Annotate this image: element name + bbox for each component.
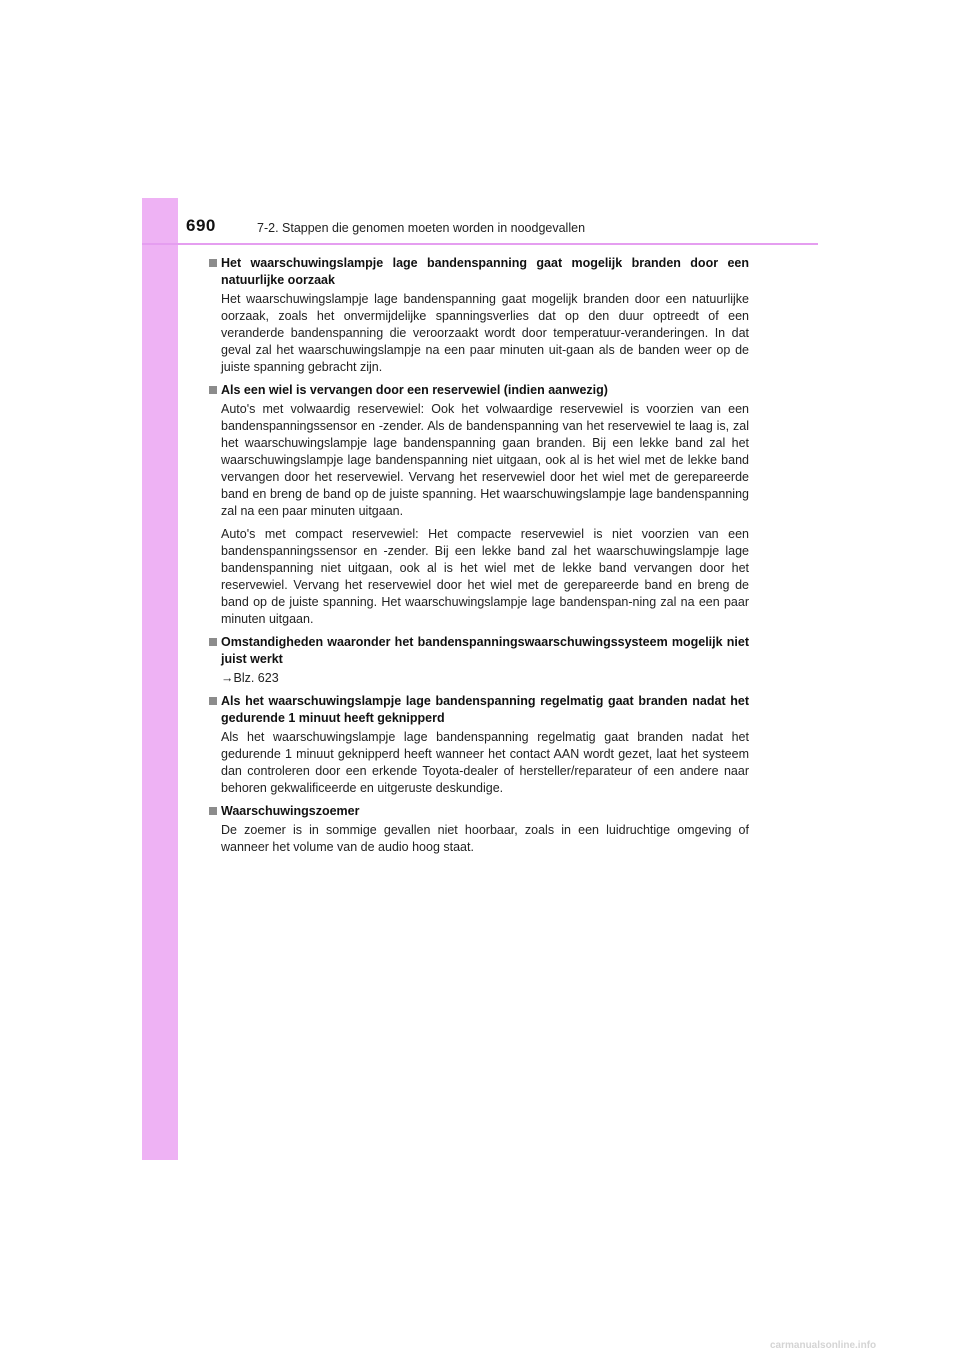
section-heading: [209, 803, 749, 820]
section-paragraph: Auto's met compact reservewiel: Het compacte reservewiel is niet voorzien van een bandenspanningssensor en -zender. Bij een lekke band zal het waarschuwingslampje lage bandenspanning niet uitgaan, ook al is het wiel met de lekke band vervangen door het reservewiel. Vervang het reservewiel door het wiel met de gerepareerde band en breng de band op de juiste spanning. Het waarschuwingslampje lage bandenspan-ning zal na een paar minuten uitgaan.: [221, 527, 749, 626]
section-regular-lighting: [209, 693, 749, 797]
section-spare-wheel: [209, 382, 749, 628]
page-content: [209, 255, 749, 862]
page-reference-link[interactable]: →Blz. 623: [221, 671, 279, 685]
section-heading-text: Omstandigheden waaronder het bandenspanningswaarschuwingssysteem mogelijk niet juist werkt: [221, 635, 749, 666]
square-bullet-icon: [209, 697, 217, 705]
section-conditions: [209, 634, 749, 687]
section-heading-text: Als een wiel is vervangen door een reservewiel (indien aanwezig): [221, 383, 608, 397]
page-number: 690: [186, 216, 216, 235]
section-header: 7-2. Stappen die genomen moeten worden in noodgevallen: [257, 221, 586, 235]
square-bullet-icon: [209, 807, 217, 815]
square-bullet-icon: [209, 638, 217, 646]
header-rule: [142, 243, 818, 245]
section-heading-text: Als het waarschuwingslampje lage bandenspanning regelmatig gaat branden nadat het gedurende 1 minuut heeft geknipperd: [221, 694, 749, 725]
square-bullet-icon: [209, 386, 217, 394]
section-heading-text: Het waarschuwingslampje lage bandenspanning gaat mogelijk branden door een natuurlijke oorzaak: [221, 256, 749, 287]
footer-watermark: carmanualsonline.info: [770, 1340, 877, 1351]
section-heading: [209, 382, 749, 399]
section-paragraph: De zoemer is in sommige gevallen niet hoorbaar, zoals in een luidruchtige omgeving of wanneer het volume van de audio hoog staat.: [221, 823, 749, 854]
section-paragraph: Het waarschuwingslampje lage bandenspanning gaat mogelijk branden door een natuurlijke oorzaak, zoals het onvermijdelijke spanningsverlies dat op den duur optreedt of een veranderde bandenspanning die veroorzaakt wordt door temperatuur-veranderingen. In dat geval zal het waarschuwingslampje na een paar minuten uit-gaan als de banden weer op de juiste spanning gebracht zijn.: [221, 292, 749, 374]
section-heading: [209, 634, 749, 668]
section-heading: [209, 255, 749, 289]
section-heading: [209, 693, 749, 727]
section-natural-cause: [209, 255, 749, 376]
chapter-side-tab: [142, 198, 178, 1160]
section-heading-text: Waarschuwingszoemer: [221, 804, 360, 818]
section-paragraph: Als het waarschuwingslampje lage bandenspanning regelmatig gaat branden nadat het gedurende 1 minuut geknipperd heeft wanneer het contact AAN wordt gezet, laat het systeem dan controleren door een erkende Toyota-dealer of hersteller/reparateur of een andere naar behoren gekwalificeerde en uitgeruste deskundige.: [221, 730, 749, 795]
section-buzzer: [209, 803, 749, 856]
square-bullet-icon: [209, 259, 217, 267]
section-paragraph: Auto's met volwaardig reservewiel: Ook het volwaardige reservewiel is voorzien van een bandenspanningssensor en -zender. Als de bandenspanning van het reservewiel te laag is, zal het waarschuwingslampje lage bandenspanning gaan branden. Bij een lekke band zal het waarschuwingslampje lage bandenspanning niet uitgaan, ook al is het wiel met de lekke band vervangen door het reservewiel. Vervang het reservewiel door het wiel met de gerepareerde band en breng de band op de juiste spanning. Het waarschuwingslampje lage bandenspanning zal na een paar minuten uitgaan.: [221, 402, 749, 518]
